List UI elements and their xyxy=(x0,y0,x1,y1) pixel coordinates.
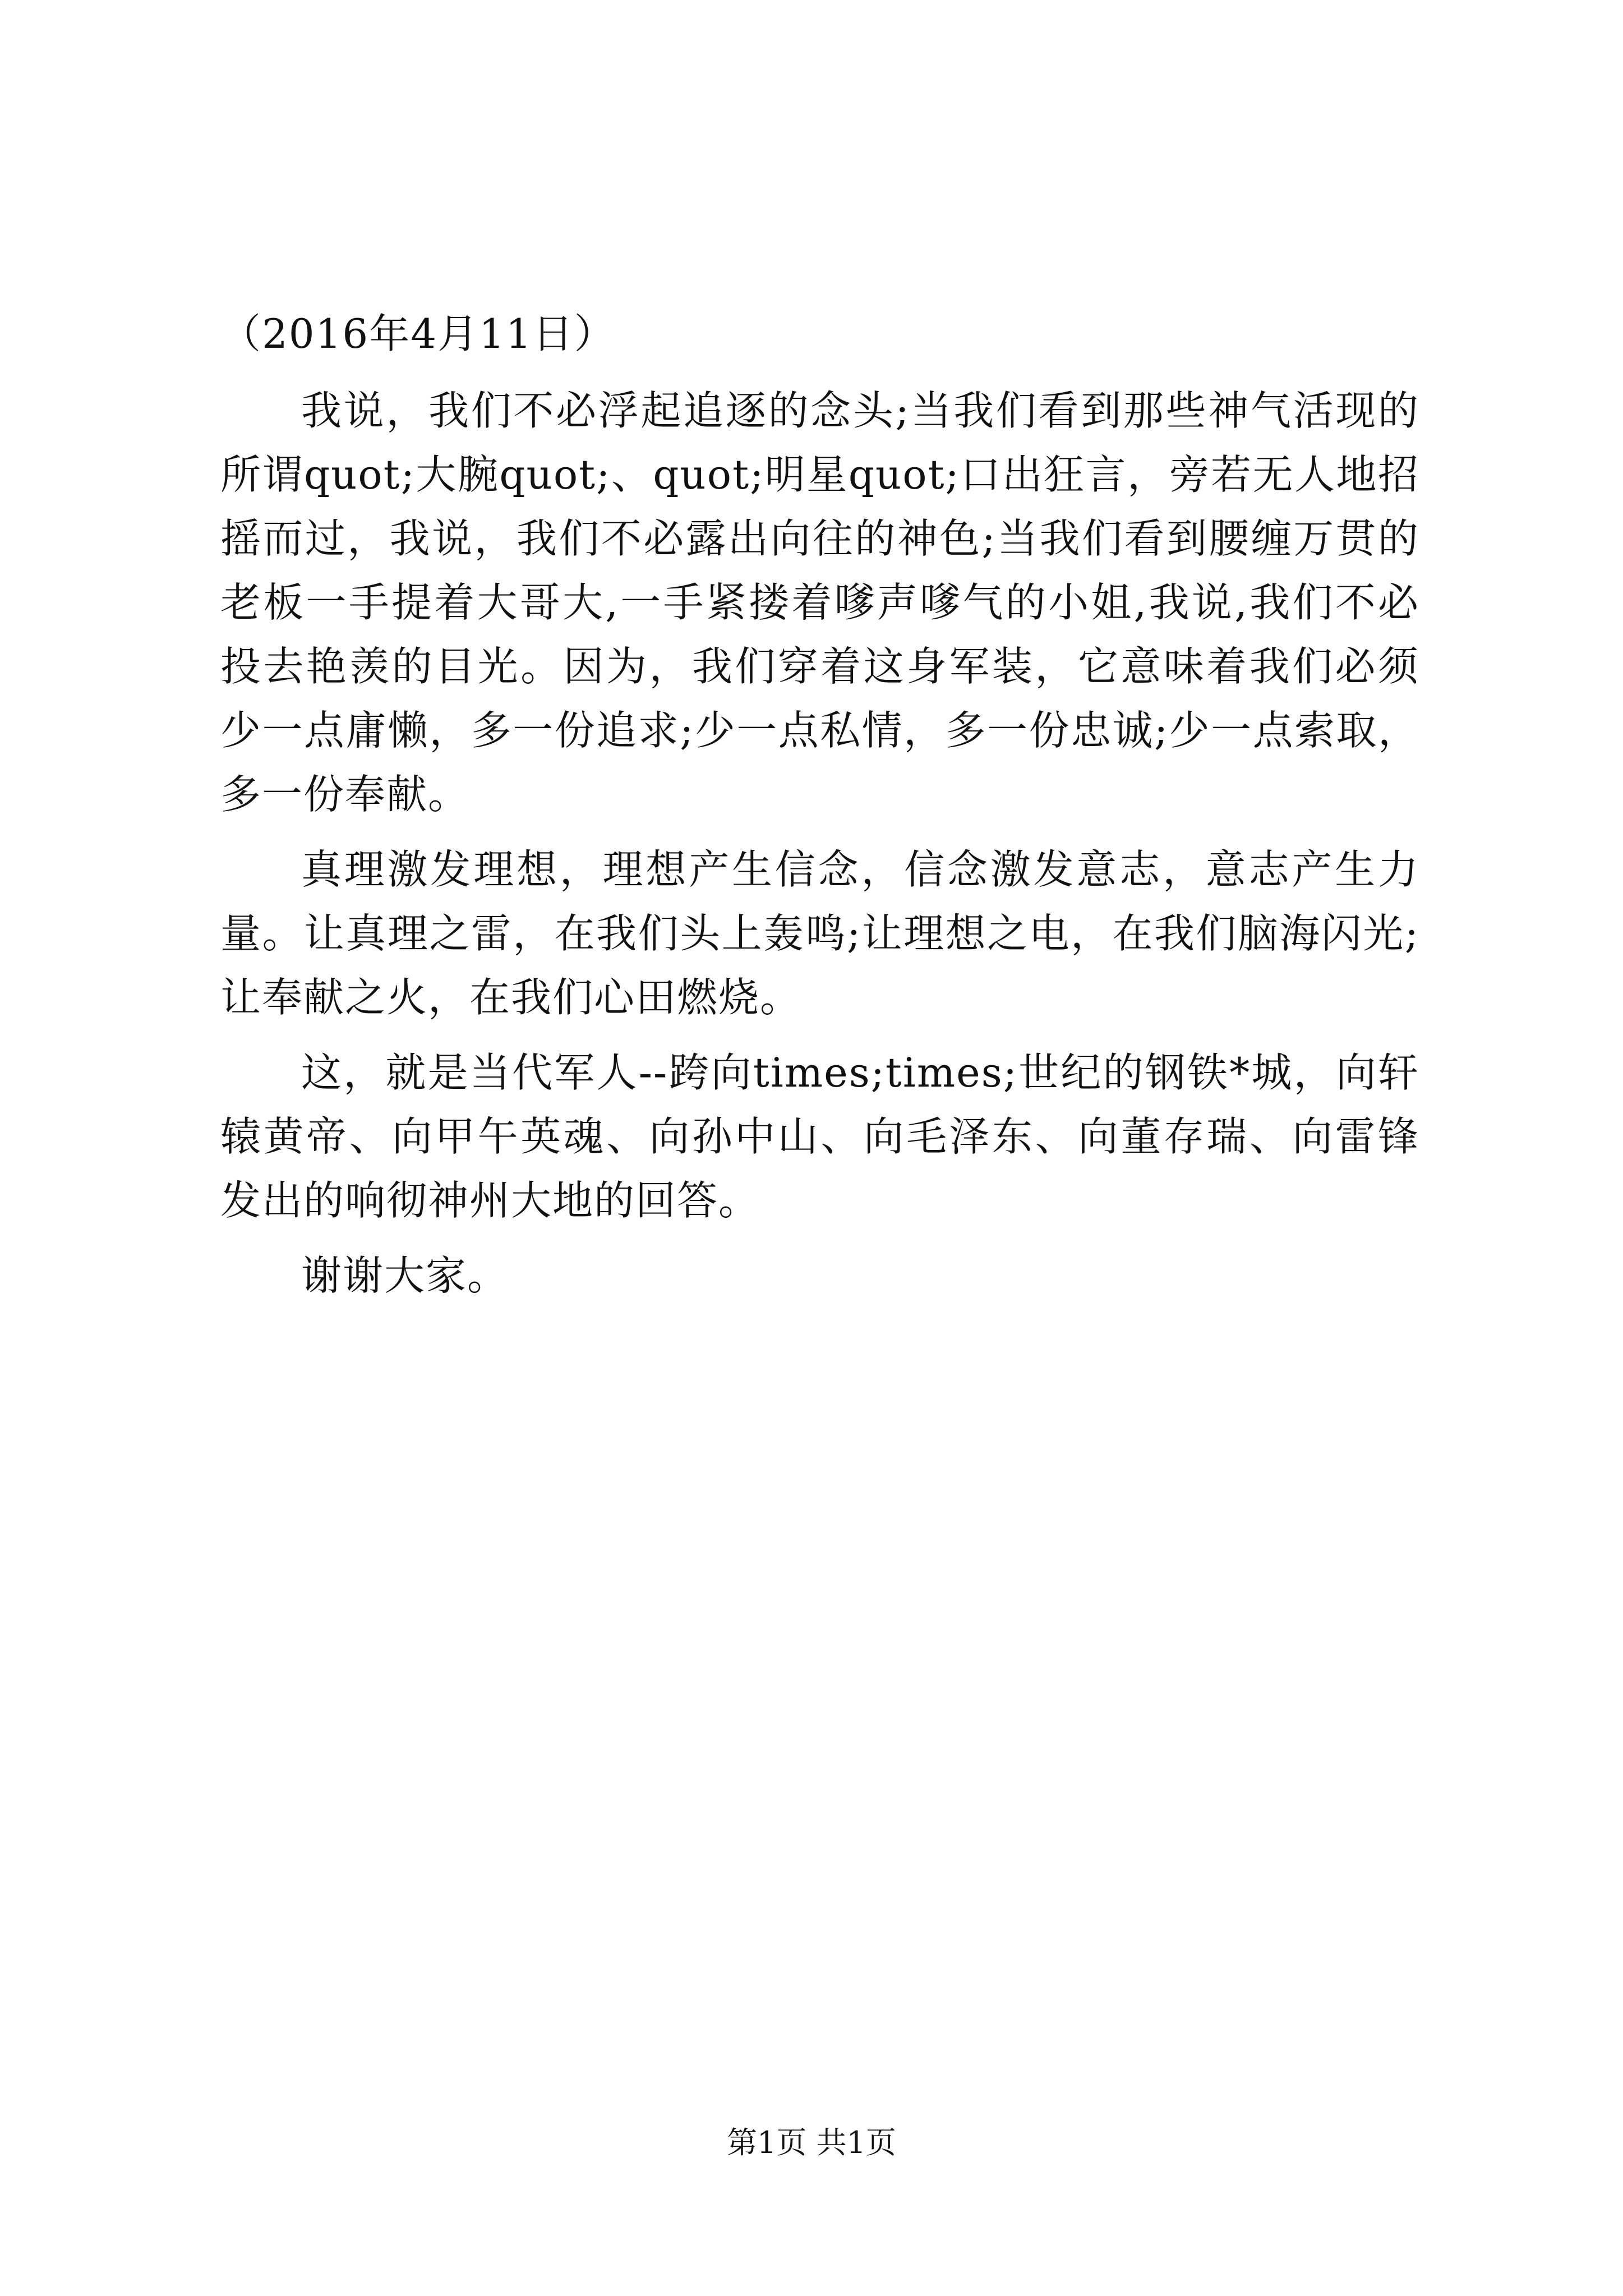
document-date: （2016年4月11日） xyxy=(220,310,616,357)
paragraph-4: 谢谢大家。 xyxy=(301,1252,509,1299)
paragraph-2: 真理激发理想，理想产生信念，信念激发意志，意志产生力量。让真理之雷，在我们头上轰鸣;让理想之电，在我们脑海闪光;让奉献之火，在我们心田燃烧。 xyxy=(220,846,1419,1021)
document-body xyxy=(220,300,1419,1319)
paragraph-3: 这，就是当代军人--跨向times;times;世纪的钢铁*城，向轩辕黄帝、向甲午英魂、向孙中山、向毛泽东、向董存瑞、向雷锋发出的响彻神州大地的回答。 xyxy=(220,1049,1419,1224)
paragraph-1: 我说，我们不必浮起追逐的念头;当我们看到那些神气活现的所谓quot;大腕quot;、quot;明星quot;口出狂言，旁若无人地招摇而过，我说，我们不必露出向往的神色;当我们看到腰缠万贯的老板一手提着大哥大,一手紧搂着嗲声嗲气的小姐,我说,我们不必投去艳羡的目光。因为，我们穿着这身军装，它意味着我们必须少一点庸懒，多一份追求;少一点私情，多一份忠诚;少一点索取，多一份奉献。 xyxy=(220,387,1419,818)
page-footer: 第1页 共1页 xyxy=(727,2125,896,2160)
